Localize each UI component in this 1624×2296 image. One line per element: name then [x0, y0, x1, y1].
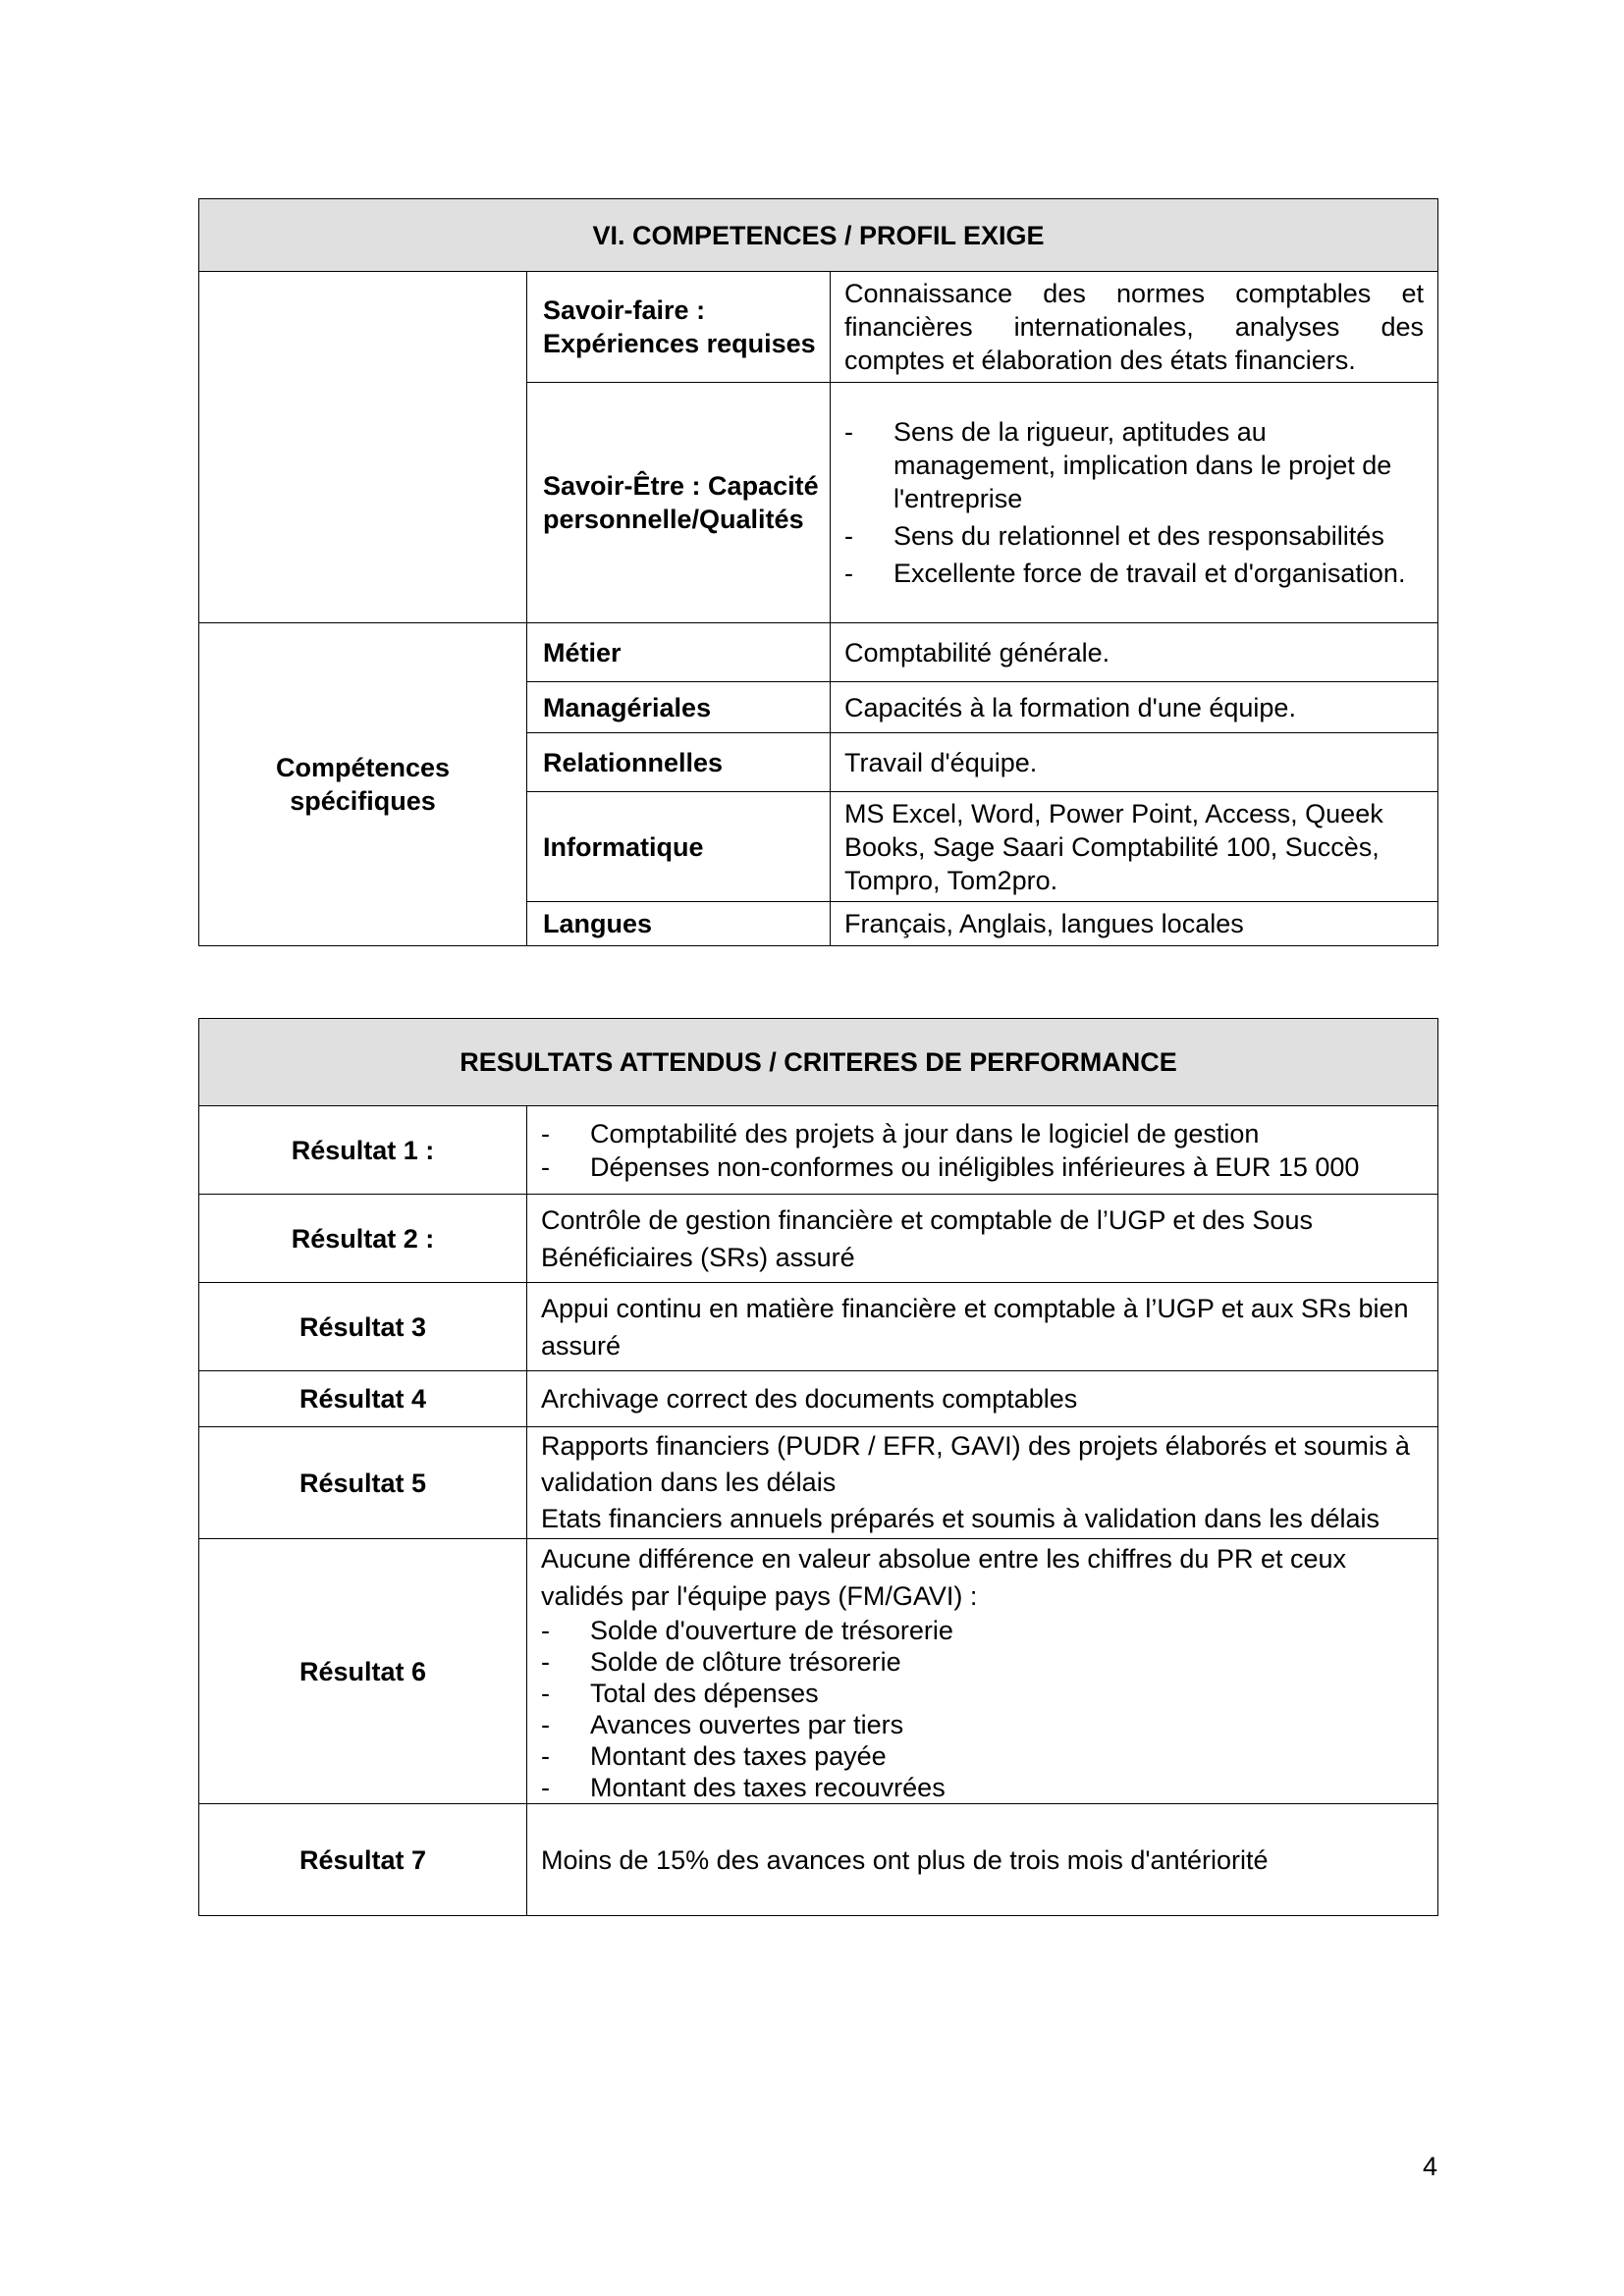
informatique-label: Informatique	[527, 792, 831, 902]
resultat-4-value: Archivage correct des documents comptables	[527, 1371, 1438, 1427]
list-item: - Solde de clôture trésorerie	[541, 1646, 1424, 1678]
resultat-1-label: Résultat 1 :	[199, 1106, 527, 1195]
resultats-table	[198, 1018, 1438, 1916]
resultat-1-value	[527, 1106, 1438, 1195]
langues-value: Français, Anglais, langues locales	[831, 902, 1438, 946]
savoir-faire-value: Connaissance des normes comptables et financières internationales, analyses des comptes et élaboration des états financiers.	[831, 272, 1438, 383]
savoir-faire-label: Savoir-faire : Expériences requises	[527, 272, 831, 383]
resultat-6-label: Résultat 6	[199, 1539, 527, 1804]
list-item: - Sens du relationnel et des responsabilités	[844, 519, 1424, 553]
list-item: - Solde d'ouverture de trésorerie	[541, 1615, 1424, 1646]
list-item: - Avances ouvertes par tiers	[541, 1709, 1424, 1740]
resultat-2-value: Contrôle de gestion financière et comptable de l’UGP et des Sous Bénéficiaires (SRs) assuré	[527, 1195, 1438, 1283]
resultat-6-value	[527, 1539, 1438, 1804]
resultat-6-intro: Aucune différence en valeur absolue entre les chiffres du PR et ceux validés par l'équipe pays (FM/GAVI) :	[541, 1543, 1347, 1611]
competences-title: VI. COMPETENCES / PROFIL EXIGE	[199, 199, 1438, 272]
empty-cell	[199, 272, 527, 623]
competences-specifiques-label: Compétences spécifiques	[199, 623, 527, 946]
relationnelles-label: Relationnelles	[527, 733, 831, 792]
manageriales-value: Capacités à la formation d'une équipe.	[831, 682, 1438, 733]
list-item: - Montant des taxes payée	[541, 1740, 1424, 1772]
resultat-7-value: Moins de 15% des avances ont plus de trois mois d'antériorité	[527, 1804, 1438, 1916]
list-item: - Comptabilité des projets à jour dans le logiciel de gestion	[541, 1117, 1424, 1150]
resultat-2-label: Résultat 2 :	[199, 1195, 527, 1283]
list-item: - Excellente force de travail et d'organisation.	[844, 557, 1424, 590]
list-item: - Montant des taxes recouvrées	[541, 1772, 1424, 1803]
resultat-5-value	[527, 1427, 1438, 1539]
resultats-title: RESULTATS ATTENDUS / CRITERES DE PERFORMANCE	[199, 1019, 1438, 1106]
resultat-1-list	[541, 1117, 1424, 1184]
list-item: - Total des dépenses	[541, 1678, 1424, 1709]
resultat-4-label: Résultat 4	[199, 1371, 527, 1427]
resultat-3-value: Appui continu en matière financière et comptable à l’UGP et aux SRs bien assuré	[527, 1283, 1438, 1371]
resultat-6-list	[541, 1615, 1424, 1803]
langues-label: Langues	[527, 902, 831, 946]
resultat-5-line: Etats financiers annuels préparés et soumis à validation dans les délais	[541, 1504, 1380, 1533]
manageriales-label: Managériales	[527, 682, 831, 733]
competences-table	[198, 198, 1438, 946]
resultat-5-line: Rapports financiers (PUDR / EFR, GAVI) des projets élaborés et soumis à validation dans les délais	[541, 1431, 1410, 1497]
page-number: 4	[1422, 2152, 1437, 2181]
list-item: - Dépenses non-conformes ou inéligibles inférieures à EUR 15 000	[541, 1150, 1424, 1184]
list-item: - Sens de la rigueur, aptitudes au management, implication dans le projet de l'entreprise	[844, 415, 1424, 515]
metier-label: Métier	[527, 623, 831, 682]
resultat-5-label: Résultat 5	[199, 1427, 527, 1539]
informatique-value: MS Excel, Word, Power Point, Access, Queek Books, Sage Saari Comptabilité 100, Succès, Tompro, Tom2pro.	[831, 792, 1438, 902]
relationnelles-value: Travail d'équipe.	[831, 733, 1438, 792]
savoir-etre-label: Savoir-Être : Capacité personnelle/Qualités	[527, 383, 831, 623]
metier-value: Comptabilité générale.	[831, 623, 1438, 682]
savoir-etre-list	[844, 415, 1424, 590]
resultat-7-label: Résultat 7	[199, 1804, 527, 1916]
savoir-etre-value	[831, 383, 1438, 623]
resultat-3-label: Résultat 3	[199, 1283, 527, 1371]
